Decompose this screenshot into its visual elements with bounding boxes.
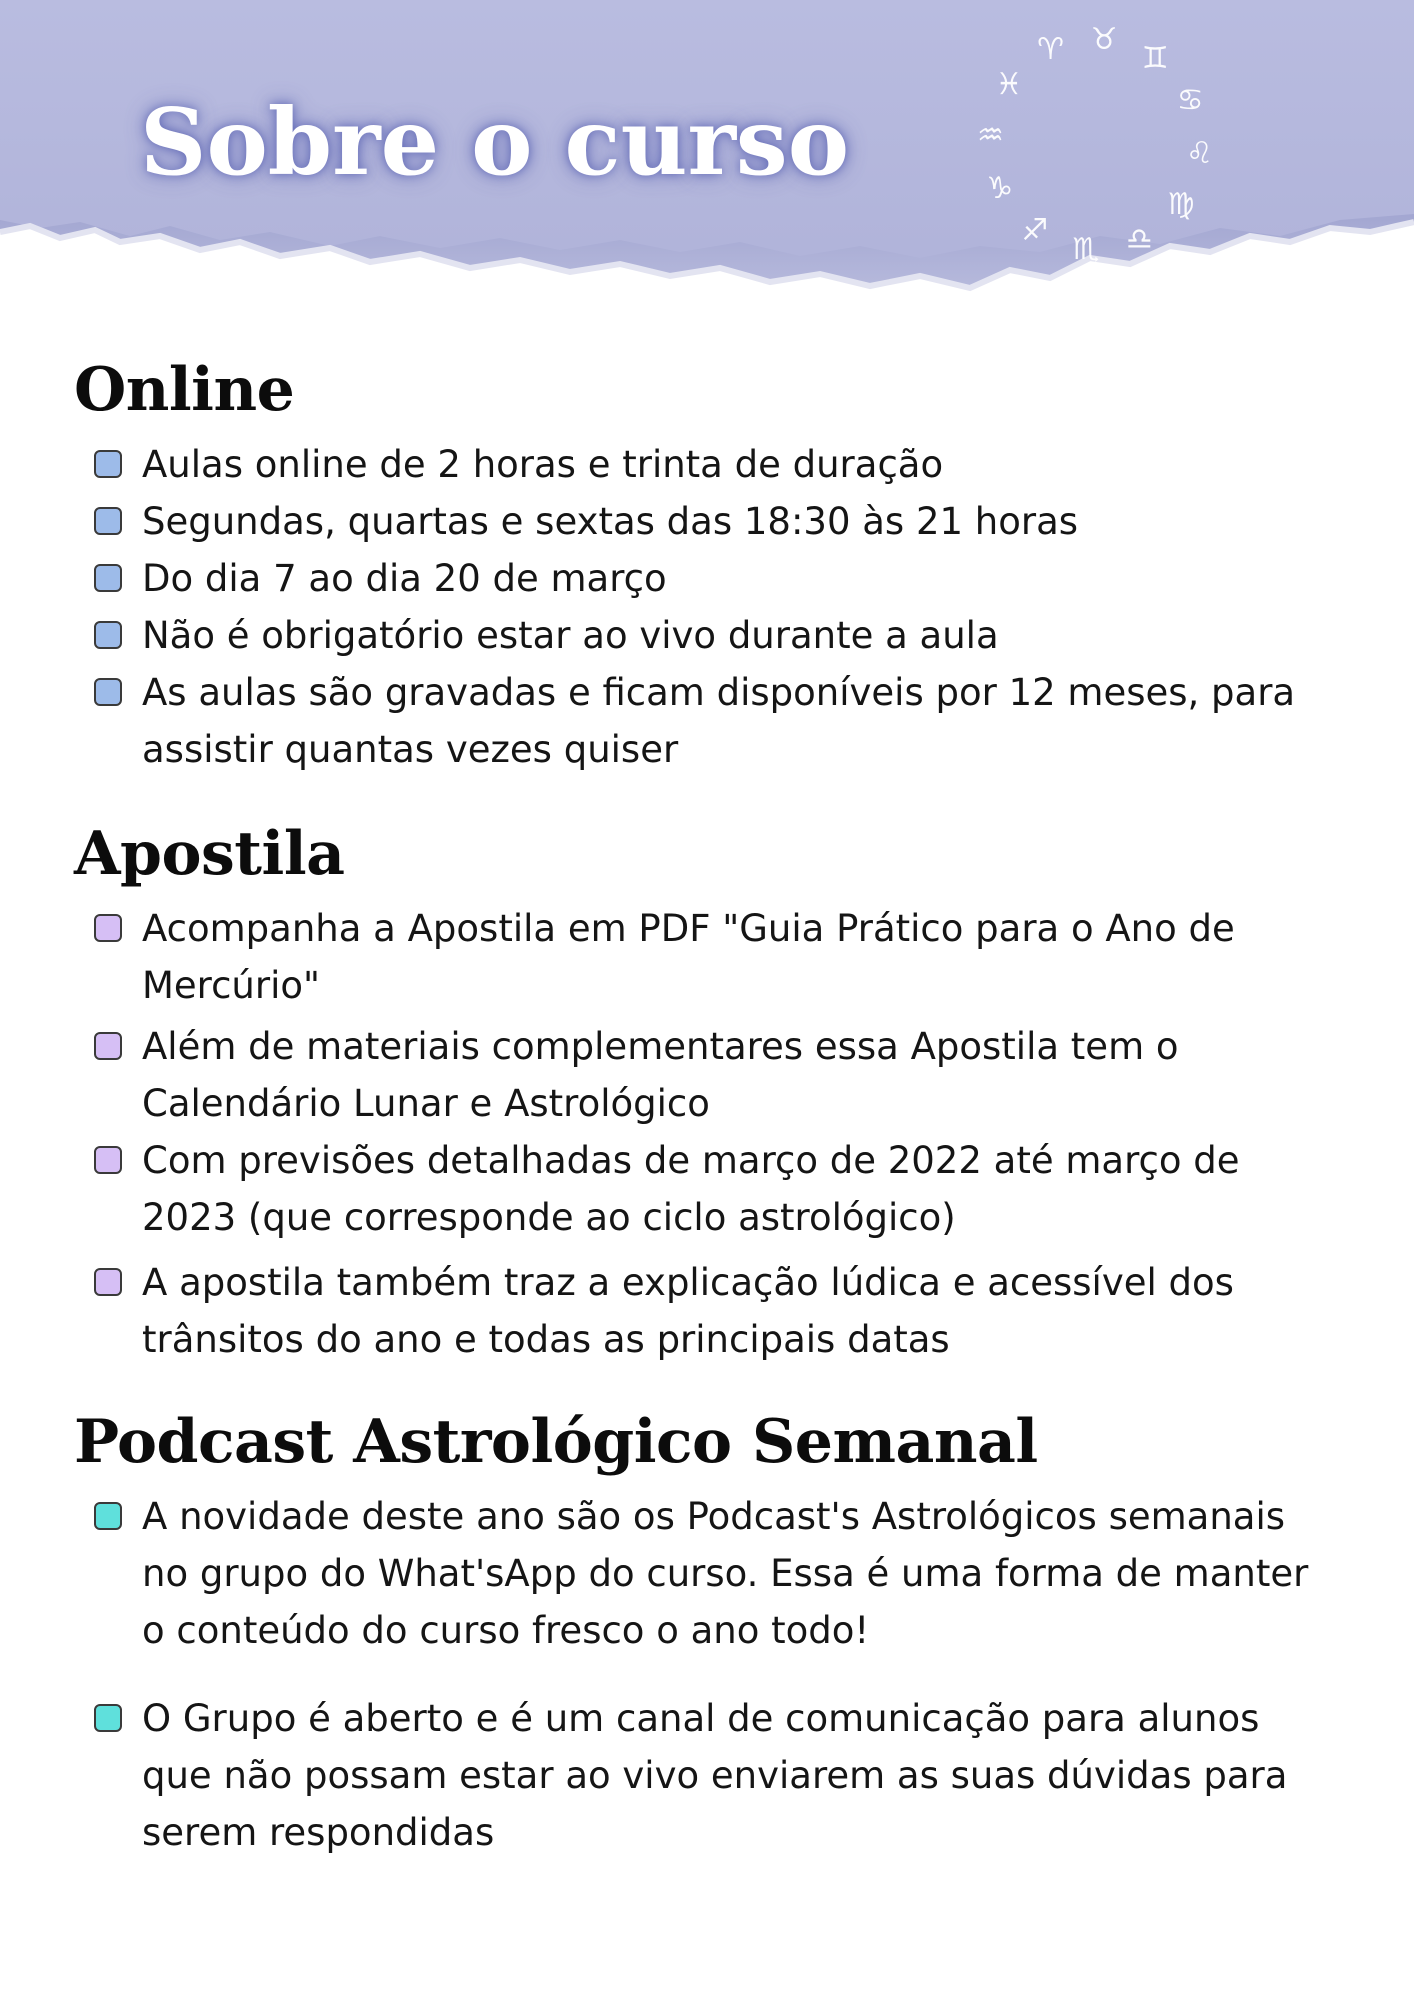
list-item: O Grupo é aberto e é um canal de comunicação para alunos que não possam estar ao vivo enviarem as suas dúvidas para serem respondidas [94, 1690, 1314, 1861]
list-item: A apostila também traz a explicação lúdica e acessível dos trânsitos do ano e todas as principais datas [94, 1254, 1314, 1368]
list-item: A novidade deste ano são os Podcast's Astrológicos semanais no grupo do What'sApp do curso. Essa é uma forma de manter o conteúdo do curso fresco o ano todo! [94, 1488, 1314, 1659]
list-item: As aulas são gravadas e ficam disponíveis por 12 meses, para assistir quantas vezes quiser [94, 664, 1314, 778]
list-item: Aulas online de 2 horas e trinta de duração [94, 436, 1314, 493]
list-item: Além de materiais complementares essa Apostila tem o Calendário Lunar e Astrológico [94, 1018, 1314, 1132]
zodiac-sign-icon: ♊︎ [1141, 40, 1169, 76]
checkbox-icon [94, 1268, 122, 1296]
zodiac-sign-icon: ♑︎ [986, 171, 1014, 207]
page-title: Sobre o curso [140, 88, 850, 196]
list-item: Com previsões detalhadas de março de 2022 até março de 2023 (que corresponde ao ciclo astrológico) [94, 1132, 1314, 1246]
list-item: Do dia 7 ao dia 20 de março [94, 550, 1314, 607]
checkbox-icon [94, 450, 122, 478]
checkbox-icon [94, 1704, 122, 1732]
zodiac-sign-icon: ♌︎ [1186, 136, 1214, 172]
list-item: Segundas, quartas e sextas das 18:30 às 21 horas [94, 493, 1314, 550]
checkbox-icon [94, 914, 122, 942]
checkbox-icon [94, 1502, 122, 1530]
checkbox-icon [94, 507, 122, 535]
zodiac-sign-icon: ♋︎ [1176, 82, 1204, 118]
list-item: Não é obrigatório estar ao vivo durante a aula [94, 607, 1314, 664]
zodiac-sign-icon: ♈︎ [1037, 31, 1065, 67]
zodiac-sign-icon: ♐︎ [1021, 213, 1049, 248]
section-title-podcast: Podcast Astrológico Semanal [74, 1407, 1038, 1477]
checkbox-icon [94, 621, 122, 649]
zodiac-sign-icon: ♉︎ [1090, 22, 1118, 58]
section-title-online: Online [74, 355, 295, 425]
zodiac-sign-icon: ♎︎ [1125, 222, 1153, 258]
list-item: Acompanha a Apostila em PDF "Guia Prático para o Ano de Mercúrio" [94, 900, 1314, 1014]
checkbox-icon [94, 1146, 122, 1174]
zodiac-sign-icon: ♍︎ [1167, 187, 1195, 223]
checkbox-icon [94, 564, 122, 592]
zodiac-wheel-icon [950, 0, 1240, 290]
zodiac-sign-icon: ♏︎ [1072, 231, 1100, 267]
zodiac-sign-icon: ♓︎ [995, 66, 1023, 102]
section-title-apostila: Apostila [74, 819, 345, 889]
zodiac-sign-icon: ♒︎ [976, 117, 1004, 153]
header-banner [0, 0, 1414, 340]
checkbox-icon [94, 1032, 122, 1060]
checkbox-icon [94, 678, 122, 706]
